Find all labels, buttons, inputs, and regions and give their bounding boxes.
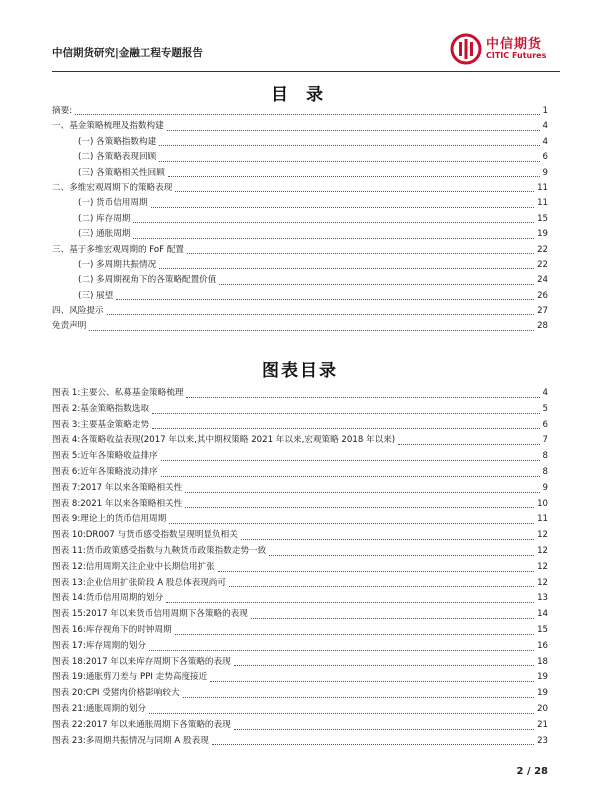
toc-entry[interactable] xyxy=(52,273,548,288)
figure-dot-leader xyxy=(149,650,534,651)
figure-dot-leader xyxy=(152,413,539,414)
toc-entry-page: 22 xyxy=(537,259,548,270)
figure-entry-label: 图表 16:库存视角下的时钟周期 xyxy=(52,624,172,635)
toc-list xyxy=(52,104,548,335)
figure-dot-leader xyxy=(251,618,534,619)
figure-entry[interactable] xyxy=(52,639,548,655)
figure-dot-leader xyxy=(241,539,534,540)
toc-entry[interactable] xyxy=(52,135,548,150)
figure-entry-page: 6 xyxy=(542,419,548,430)
toc-entry[interactable] xyxy=(52,104,548,119)
figure-entry-label: 图表 8:2021 年以来各策略相关性 xyxy=(52,498,183,509)
figure-entry-page: 12 xyxy=(537,577,548,588)
figure-entry[interactable] xyxy=(52,718,548,734)
figure-entry-page: 21 xyxy=(537,719,548,730)
citic-logo-icon xyxy=(450,33,482,65)
toc-dot-leader xyxy=(187,253,534,254)
figure-entry-label: 图表 14:货币信用周期的划分 xyxy=(52,593,164,604)
toc-entry[interactable] xyxy=(52,196,548,211)
toc-entry-label: (一) 货币信用周期 xyxy=(78,198,148,209)
toc-entry-label: (三) 展望 xyxy=(78,290,114,301)
toc-entry-page: 6 xyxy=(542,152,548,163)
toc-dot-leader xyxy=(167,130,540,131)
figure-entry[interactable] xyxy=(52,623,548,639)
figure-entry-page: 20 xyxy=(537,703,548,714)
figure-dot-leader xyxy=(149,713,534,714)
figure-entry-label: 图表 1:主要公、私募基金策略梳理 xyxy=(52,388,184,398)
figure-entry[interactable] xyxy=(52,670,548,686)
figure-dot-leader xyxy=(234,729,534,730)
figure-dot-leader xyxy=(185,492,539,493)
toc-dot-leader xyxy=(151,207,534,208)
toc-dot-leader xyxy=(75,114,539,115)
figure-dot-leader xyxy=(229,586,534,587)
figure-entry-page: 19 xyxy=(537,688,548,699)
toc-entry-label: 三、基于多维宏观周期的 FoF 配置 xyxy=(52,244,185,255)
toc-entry-page: 27 xyxy=(537,306,548,317)
figure-dot-leader xyxy=(166,602,534,603)
figure-entry-label: 图表 7:2017 年以来各策略相关性 xyxy=(52,482,183,493)
toc-dot-leader xyxy=(89,330,534,331)
figure-dot-leader xyxy=(185,507,534,508)
figure-dot-leader xyxy=(269,555,534,556)
figure-entry[interactable] xyxy=(52,512,548,528)
figure-entry-label: 图表 13:企业信用扩张阶段 A 股总体表现尚可 xyxy=(52,577,226,588)
figure-dot-leader xyxy=(161,460,540,461)
toc-dot-leader xyxy=(133,222,534,223)
figures-list xyxy=(52,386,548,749)
toc-entry[interactable] xyxy=(52,212,548,227)
figure-entry[interactable] xyxy=(52,607,548,623)
figure-entry-page: 11 xyxy=(537,514,548,525)
toc-entry-page: 1 xyxy=(542,105,548,116)
toc-dot-leader xyxy=(159,161,539,162)
toc-entry-label: (二) 库存周期 xyxy=(78,213,131,224)
figure-entry-label: 图表 11:货币政策感受指数与九鞅货币政策指数走势一致 xyxy=(52,545,267,556)
logo-chinese-text: 中信期货 xyxy=(486,37,543,52)
figure-entry-label: 图表 10:DR007 与货币感受指数呈现明显负相关 xyxy=(52,530,238,541)
toc-dot-leader xyxy=(219,284,534,285)
figure-entry[interactable] xyxy=(52,702,548,718)
toc-title: 目 录 xyxy=(271,85,329,105)
figure-dot-leader xyxy=(234,665,534,666)
toc-entry-label: 一、基金策略梳理及指数构建 xyxy=(52,121,164,132)
figure-entry[interactable] xyxy=(52,686,548,702)
figure-entry[interactable] xyxy=(52,418,548,434)
toc-entry-page: 28 xyxy=(537,321,548,332)
toc-entry-label: (三) 各策略相关性回顾 xyxy=(78,167,165,178)
figure-dot-leader xyxy=(212,744,534,745)
toc-dot-leader xyxy=(107,314,534,315)
report-series-title: 中信期货研究|金融工程专题报告 xyxy=(52,47,203,59)
toc-entry-label: (二) 各策略表现回顾 xyxy=(78,152,157,163)
toc-dot-leader xyxy=(116,299,534,300)
toc-entry-page: 19 xyxy=(537,229,548,240)
figure-entry-page: 8 xyxy=(542,466,548,477)
toc-entry-label: (一) 多周期共振情况 xyxy=(78,259,157,270)
toc-dot-leader xyxy=(175,191,534,192)
figure-entry-page: 23 xyxy=(537,735,548,746)
figure-entry-page: 16 xyxy=(537,640,548,651)
toc-entry-label: (二) 多周期视角下的各策略配置价值 xyxy=(78,275,217,286)
citic-logo xyxy=(450,32,560,66)
figure-dot-leader xyxy=(210,681,534,682)
figures-title: 图表目录 xyxy=(262,361,338,381)
figure-entry[interactable] xyxy=(52,386,548,402)
figure-entry-page: 12 xyxy=(537,545,548,556)
figure-dot-leader xyxy=(218,571,534,572)
toc-entry-label: (一) 各策略指数构建 xyxy=(78,136,157,147)
toc-entry[interactable] xyxy=(52,319,548,334)
figure-entry-label: 图表 2:基金策略指数选取 xyxy=(52,403,150,414)
toc-entry-page: 11 xyxy=(537,198,548,209)
figure-entry-label: 图表 17:库存周期的划分 xyxy=(52,640,146,651)
toc-entry-page: 4 xyxy=(542,121,548,132)
figure-entry[interactable] xyxy=(52,528,548,544)
figure-entry-page: 8 xyxy=(542,451,548,462)
toc-entry[interactable] xyxy=(52,227,548,242)
figure-entry[interactable] xyxy=(52,560,548,576)
figure-entry-page: 4 xyxy=(542,388,548,398)
figure-entry[interactable] xyxy=(52,481,548,497)
figure-entry-label: 图表 19:通胀剪刀差与 PPI 走势高度接近 xyxy=(52,672,208,683)
figure-entry[interactable] xyxy=(52,734,548,750)
figure-entry-label: 图表 21:通胀周期的划分 xyxy=(52,703,146,714)
figure-entry-label: 图表 22:2017 年以来通胀周期下各策略的表现 xyxy=(52,719,231,730)
toc-entry-label: 免责声明 xyxy=(52,321,87,332)
figure-entry[interactable] xyxy=(52,402,548,418)
figure-entry-label: 图表 4:各策略收益表现(2017 年以来,其中期权策略 2021 年以来,宏观策略 2018 年以来) xyxy=(52,435,396,446)
figure-entry[interactable] xyxy=(52,497,548,513)
figure-entry-page: 12 xyxy=(537,530,548,541)
figure-entry-page: 18 xyxy=(537,656,548,667)
toc-entry[interactable] xyxy=(52,243,548,258)
figure-entry-label: 图表 12:信用周期关注企业中长期信用扩张 xyxy=(52,561,215,572)
toc-entry[interactable] xyxy=(52,166,548,181)
toc-entry-label: (三) 通胀周期 xyxy=(78,229,131,240)
figure-entry-page: 19 xyxy=(537,672,548,683)
toc-entry-page: 4 xyxy=(542,136,548,147)
figure-entry-label: 图表 3:主要基金策略走势 xyxy=(52,419,150,430)
toc-entry-page: 26 xyxy=(537,290,548,301)
figure-dot-leader xyxy=(169,523,534,524)
toc-entry[interactable] xyxy=(52,119,548,134)
toc-entry[interactable] xyxy=(52,181,548,196)
figure-dot-leader xyxy=(152,428,539,429)
page-number: 2 / 28 xyxy=(516,766,548,777)
toc-entry-page: 11 xyxy=(537,182,548,193)
figure-entry-label: 图表 18:2017 年以来库存周期下各策略的表现 xyxy=(52,656,231,667)
figure-entry[interactable] xyxy=(52,433,548,449)
toc-dot-leader xyxy=(168,176,540,177)
figure-entry-page: 13 xyxy=(537,593,548,604)
figure-dot-leader xyxy=(183,697,535,698)
figure-entry-page: 7 xyxy=(542,435,548,446)
figure-entry-label: 图表 9:理论上的货币信用周期 xyxy=(52,514,167,525)
toc-entry[interactable] xyxy=(52,258,548,273)
page-header xyxy=(52,32,560,68)
figure-entry-page: 10 xyxy=(537,498,548,509)
toc-entry-page: 15 xyxy=(537,213,548,224)
toc-entry-page: 9 xyxy=(542,167,548,178)
figure-entry[interactable] xyxy=(52,591,548,607)
toc-entry-label: 二、多维宏观周期下的策略表现 xyxy=(52,182,173,193)
figure-entry[interactable] xyxy=(52,655,548,671)
toc-entry-label: 摘要: xyxy=(52,105,73,116)
toc-entry-label: 四、风险提示 xyxy=(52,306,104,317)
figure-entry[interactable] xyxy=(52,576,548,592)
toc-dot-leader xyxy=(159,145,539,146)
toc-entry[interactable] xyxy=(52,150,548,165)
figure-entry-page: 15 xyxy=(537,624,548,635)
toc-entry[interactable] xyxy=(52,304,548,319)
figure-entry[interactable] xyxy=(52,465,548,481)
figure-entry-label: 图表 15:2017 年以来货币信用周期下各策略的表现 xyxy=(52,609,248,620)
figure-entry-page: 5 xyxy=(542,403,548,414)
figure-entry-label: 图表 20:CPI 受猪肉价格影响较大 xyxy=(52,688,180,699)
figure-entry-page: 9 xyxy=(542,482,548,493)
figure-dot-leader xyxy=(161,476,540,477)
figure-dot-leader xyxy=(175,634,534,635)
figure-entry-label: 图表 5:近年各策略收益排序 xyxy=(52,451,158,462)
logo-english-text: CITIC Futures xyxy=(486,51,547,60)
toc-entry-page: 22 xyxy=(537,244,548,255)
header-divider xyxy=(52,71,560,72)
figure-dot-leader xyxy=(398,444,539,445)
figure-entry-label: 图表 23:多周期共振情况与同期 A 股表现 xyxy=(52,735,209,746)
figure-dot-leader xyxy=(186,397,539,398)
figure-entry-page: 14 xyxy=(537,609,548,620)
toc-dot-leader xyxy=(159,268,534,269)
figure-entry-label: 图表 6:近年各策略波动排序 xyxy=(52,466,158,477)
toc-entry[interactable] xyxy=(52,289,548,304)
toc-dot-leader xyxy=(133,238,534,239)
figure-entry[interactable] xyxy=(52,544,548,560)
figure-entry-page: 12 xyxy=(537,561,548,572)
figure-entry[interactable] xyxy=(52,449,548,465)
toc-entry-page: 24 xyxy=(537,275,548,286)
